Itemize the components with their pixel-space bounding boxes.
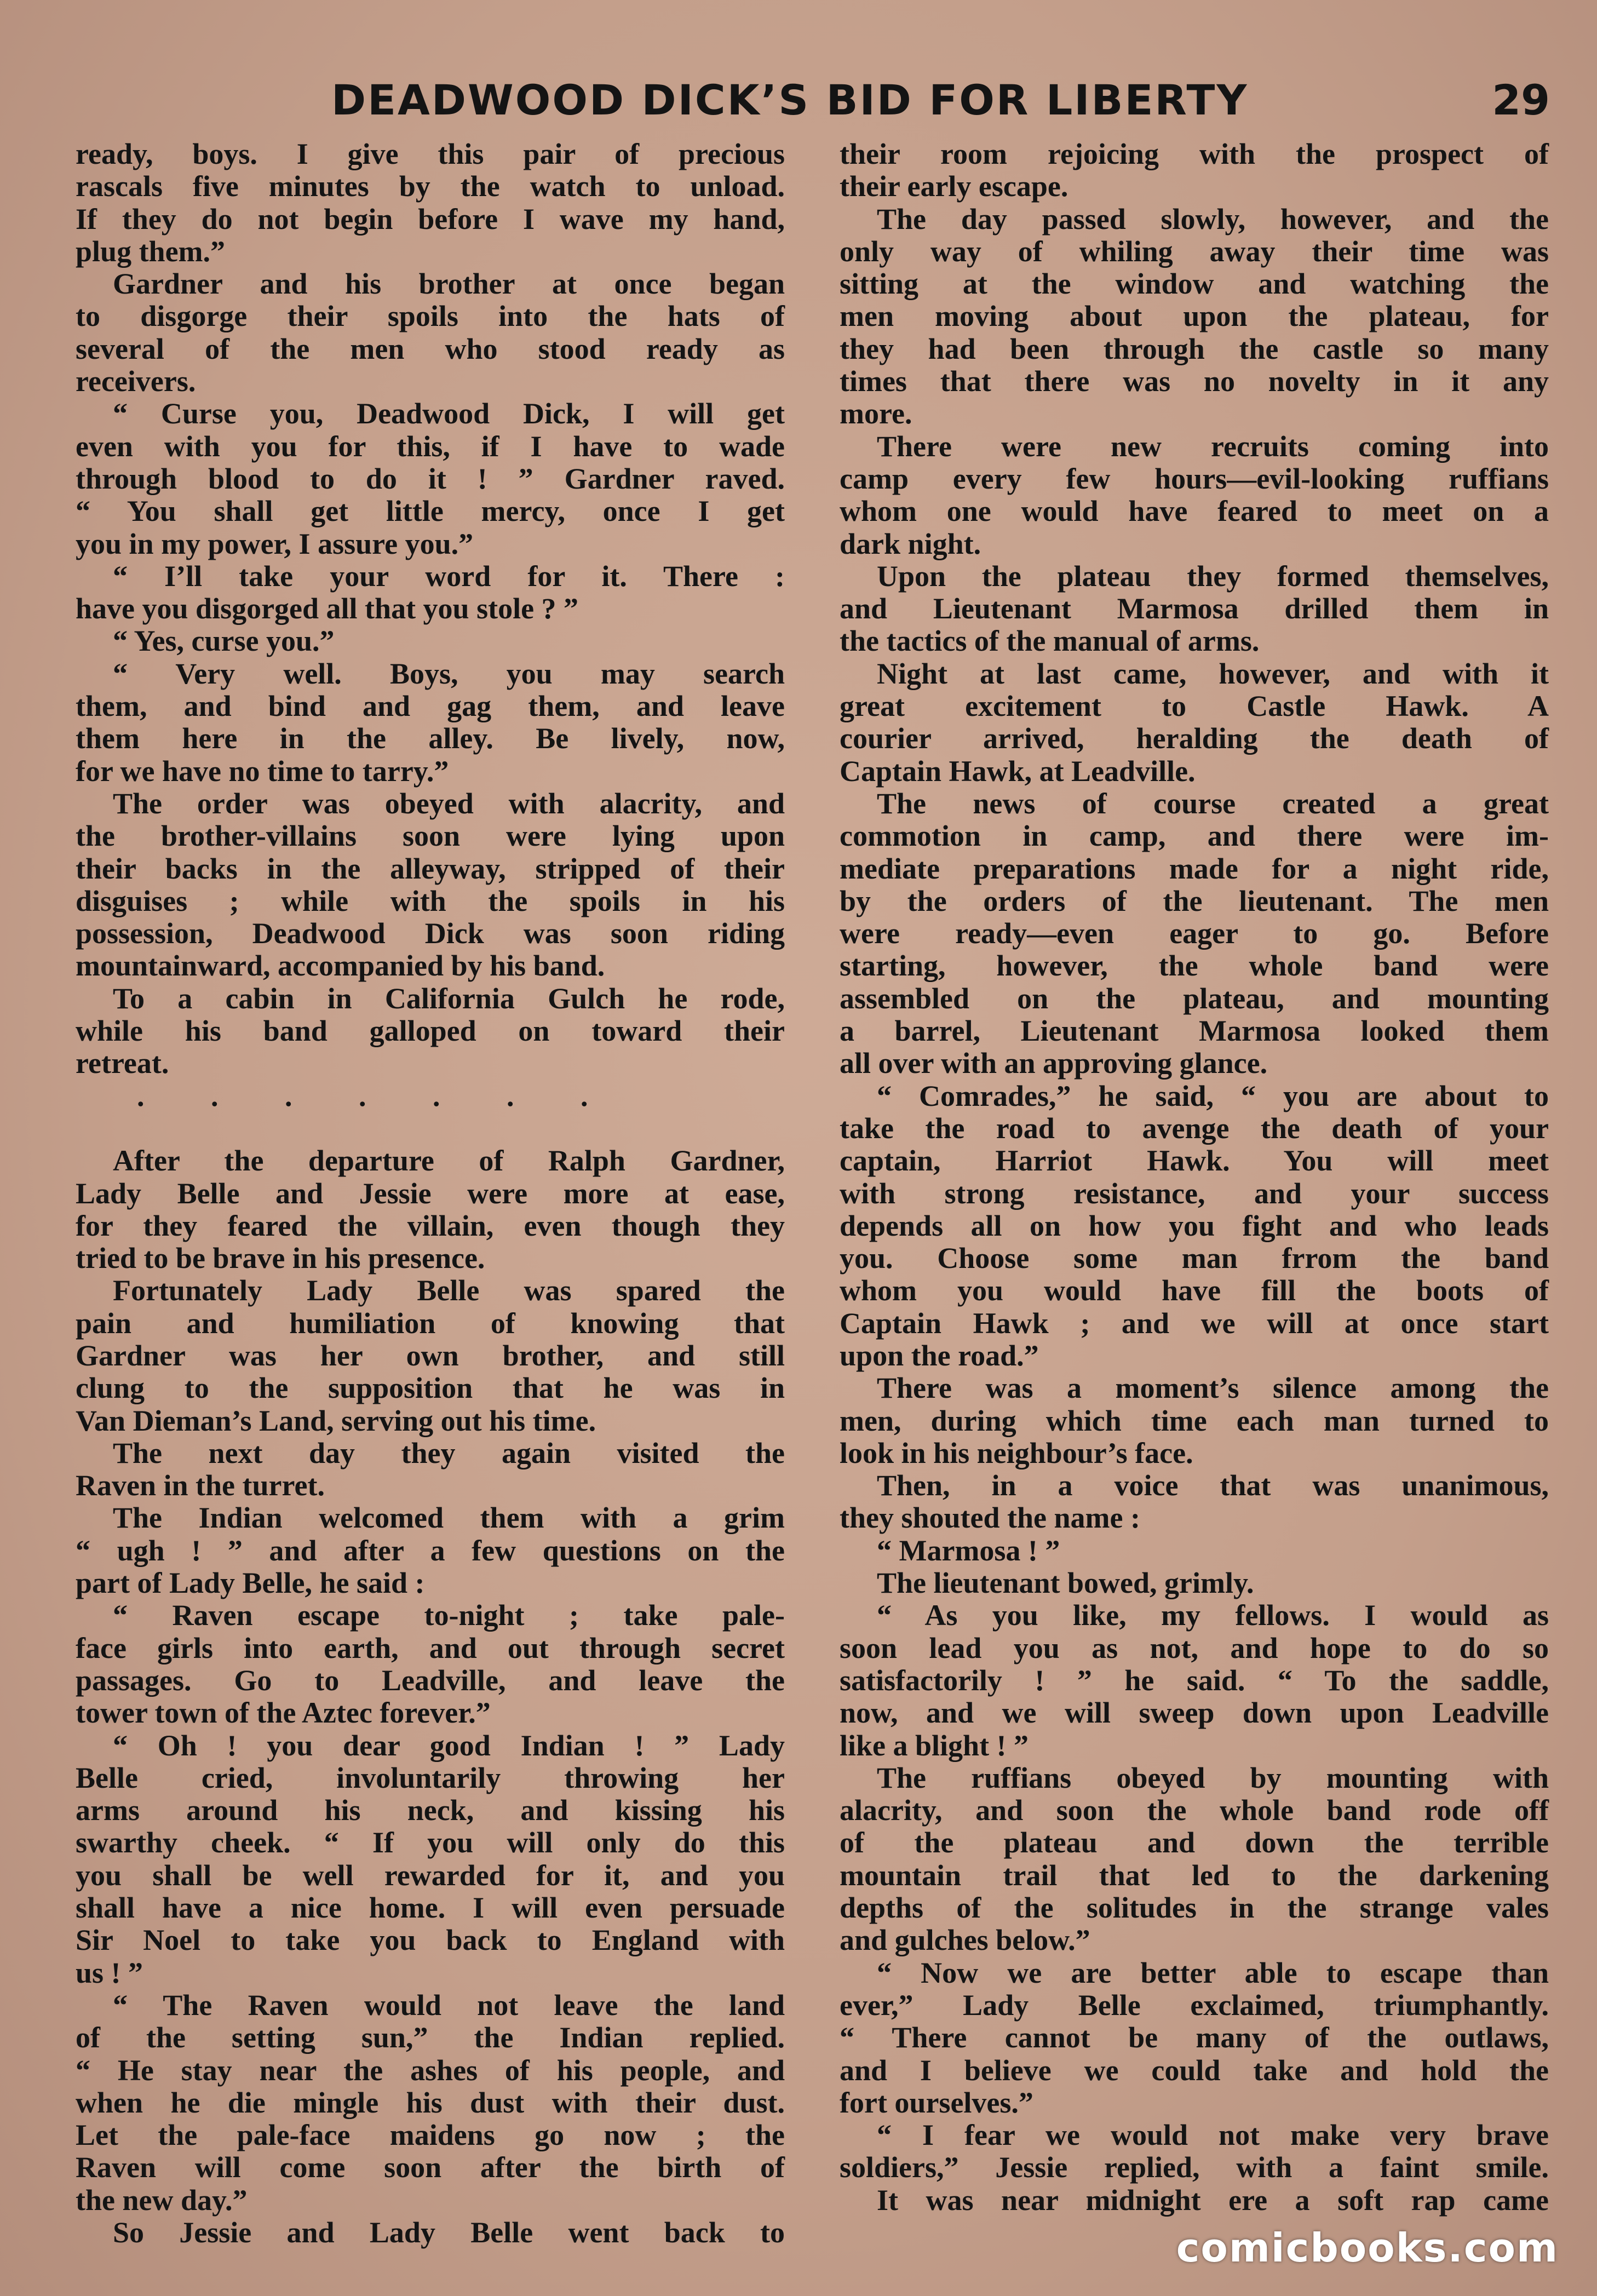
text-line: like a blight ! ” bbox=[840, 1729, 1029, 1762]
text-line: take the road to avenge the death of your bbox=[840, 1111, 1549, 1145]
text-line: mountainward, accompanied by his band. bbox=[76, 949, 605, 983]
text-line: “ The Raven would not leave the land bbox=[113, 1988, 785, 2022]
text-line: captain, Harriot Hawk. You will meet bbox=[840, 1144, 1549, 1178]
text-line: The Indian welcomed them with a grim bbox=[113, 1501, 785, 1535]
text-line: alacrity, and soon the whole band rode off bbox=[840, 1794, 1549, 1827]
text-line: Gardner was her own brother, and still bbox=[76, 1339, 785, 1372]
text-line: The day passed slowly, however, and the bbox=[877, 202, 1549, 236]
text-line: mountain trail that led to the darkening bbox=[840, 1858, 1549, 1892]
text-line: the brother-villains soon were lying upon bbox=[76, 819, 785, 853]
text-line: to disgorge their spoils into the hats of bbox=[76, 300, 785, 333]
page-number: 29 bbox=[1492, 76, 1550, 124]
section-gap bbox=[76, 1112, 785, 1145]
left-column bbox=[76, 138, 785, 2249]
text-line: more. bbox=[840, 397, 912, 431]
text-line: The next day they again visited the bbox=[113, 1436, 785, 1470]
text-line: even with you for this, if I have to wade bbox=[76, 429, 785, 463]
text-line: “ Comrades,” he said, “ you are about to bbox=[877, 1079, 1549, 1112]
text-line: passages. Go to Leadville, and leave the bbox=[76, 1663, 785, 1697]
text-line: “ Very well. Boys, you may search bbox=[113, 657, 785, 690]
text-line: soldiers,” Jessie replied, with a faint smile. bbox=[840, 2151, 1549, 2184]
text-line: “ He stay near the ashes of his people, and bbox=[76, 2053, 785, 2087]
text-line: disguises ; while with the spoils in his bbox=[76, 884, 785, 917]
text-line: and gulches below.” bbox=[840, 1924, 1090, 1957]
text-line: retreat. bbox=[76, 1047, 169, 1080]
text-line: you in my power, I assure you.” bbox=[76, 527, 474, 560]
text-line: part of Lady Belle, he said : bbox=[76, 1566, 425, 1600]
text-line: tower town of the Aztec forever.” bbox=[76, 1696, 491, 1730]
text-line: by the orders of the lieutenant. The men bbox=[840, 884, 1549, 917]
site-watermark: comicbooks.com bbox=[1176, 2225, 1559, 2271]
text-line: you. Choose some man frrom the band bbox=[840, 1242, 1549, 1275]
text-line: whom you would have fill the boots of bbox=[840, 1274, 1549, 1307]
text-line: The ruffians obeyed by mounting with bbox=[877, 1761, 1549, 1794]
text-line: the tactics of the manual of arms. bbox=[840, 624, 1260, 658]
text-line: us ! ” bbox=[76, 1956, 143, 1989]
text-line: “ There cannot be many of the outlaws, bbox=[840, 2021, 1549, 2054]
text-line: swarthy cheek. “ If you will only do this bbox=[76, 1826, 785, 1859]
text-line: assembled on the plateau, and mounting bbox=[840, 981, 1549, 1015]
text-line: Lady Belle and Jessie were more at ease, bbox=[76, 1176, 785, 1210]
text-line: and I believe we could take and hold the bbox=[840, 2053, 1549, 2087]
text-line: The order was obeyed with alacrity, and bbox=[113, 787, 785, 820]
text-line: “ As you like, my fellows. I would as bbox=[877, 1599, 1549, 1632]
text-line: Captain Hawk ; and we will at once start bbox=[840, 1306, 1549, 1340]
text-line: sitting at the window and watching the bbox=[840, 267, 1549, 301]
text-line: “ Curse you, Deadwood Dick, I will get bbox=[113, 397, 785, 431]
text-line: through blood to do it ! ” Gardner raved. bbox=[76, 462, 785, 495]
text-line: their early escape. bbox=[840, 170, 1069, 203]
text-line: The lieutenant bowed, grimly. bbox=[877, 1566, 1254, 1600]
text-line: “ You shall get little mercy, once I get bbox=[76, 495, 785, 528]
text-line: commotion in camp, and there were im- bbox=[840, 819, 1549, 853]
text-line: Van Dieman’s Land, serving out his time. bbox=[76, 1404, 596, 1437]
running-title: DEADWOOD DICK’S BID FOR LIBERTY bbox=[331, 76, 1249, 124]
text-line: Belle cried, involuntarily throwing her bbox=[76, 1761, 785, 1794]
text-line: them, and bind and gag them, and leave bbox=[76, 690, 785, 723]
text-line: clung to the supposition that he was in bbox=[76, 1371, 785, 1405]
text-line: upon the road.” bbox=[840, 1339, 1039, 1372]
text-line: of the setting sun,” the Indian replied. bbox=[76, 2021, 785, 2054]
text-line: The news of course created a great bbox=[877, 787, 1549, 820]
text-line: for we have no time to tarry.” bbox=[76, 754, 449, 788]
text-line: only way of whiling away their time was bbox=[840, 234, 1549, 268]
text-line: depends all on how you fight and who leads bbox=[840, 1209, 1549, 1242]
text-line: a barrel, Lieutenant Marmosa looked them bbox=[840, 1014, 1549, 1048]
text-line: tried to be brave in his presence. bbox=[76, 1242, 485, 1275]
text-line: plug them.” bbox=[76, 234, 226, 268]
text-line: After the departure of Ralph Gardner, bbox=[113, 1144, 785, 1178]
section-break-dots: . . . . . . . bbox=[137, 1079, 588, 1112]
text-line: pain and humiliation of knowing that bbox=[76, 1306, 785, 1340]
text-line: There were new recruits coming into bbox=[877, 429, 1549, 463]
text-line: all over with an approving glance. bbox=[840, 1047, 1268, 1080]
text-line: satisfactorily ! ” he said. “ To the saddle, bbox=[840, 1663, 1549, 1697]
text-line: the new day.” bbox=[76, 2183, 248, 2217]
text-line: times that there was no novelty in it any bbox=[840, 365, 1549, 398]
text-line: depths of the solitudes in the strange vales bbox=[840, 1891, 1549, 1925]
text-line: great excitement to Castle Hawk. A bbox=[840, 690, 1549, 723]
text-line: So Jessie and Lady Belle went back to bbox=[113, 2216, 785, 2249]
text-line: for they feared the villain, even though they bbox=[76, 1209, 785, 1242]
text-line: look in his neighbour’s face. bbox=[840, 1436, 1193, 1470]
text-line: If they do not begin before I wave my hand, bbox=[76, 202, 785, 236]
text-line: “ Now we are better able to escape than bbox=[877, 1956, 1549, 1989]
text-line: arms around his neck, and kissing his bbox=[76, 1794, 785, 1827]
text-line: starting, however, the whole band were bbox=[840, 949, 1549, 983]
text-line: “ I’ll take your word for it. There : bbox=[113, 559, 785, 593]
text-line: Let the pale-face maidens go now ; the bbox=[76, 2119, 785, 2152]
text-line: shall have a nice home. I will even persuade bbox=[76, 1891, 785, 1925]
text-line: they shouted the name : bbox=[840, 1501, 1140, 1535]
text-line: Captain Hawk, at Leadville. bbox=[840, 754, 1196, 788]
text-line: their room rejoicing with the prospect of bbox=[840, 137, 1549, 170]
text-line: you shall be well rewarded for it, and you bbox=[76, 1858, 785, 1892]
text-line: were ready—even eager to go. Before bbox=[840, 917, 1549, 950]
text-line: they had been through the castle so many bbox=[840, 332, 1549, 365]
text-line: mediate preparations made for a night ride, bbox=[840, 852, 1549, 885]
text-line: “ Yes, curse you.” bbox=[113, 624, 335, 658]
text-line: ready, boys. I give this pair of precious bbox=[76, 137, 785, 170]
text-line: ever,” Lady Belle exclaimed, triumphantly. bbox=[840, 1988, 1549, 2022]
text-line: “ I fear we would not make very brave bbox=[877, 2119, 1549, 2152]
text-line: their backs in the alleyway, stripped of their bbox=[76, 852, 785, 885]
text-line: Then, in a voice that was unanimous, bbox=[877, 1469, 1549, 1502]
text-line: There was a moment’s silence among the bbox=[877, 1371, 1549, 1405]
text-line: fort ourselves.” bbox=[840, 2086, 1033, 2119]
text-line: with strong resistance, and your success bbox=[840, 1176, 1549, 1210]
text-line: “ Oh ! you dear good Indian ! ” Lady bbox=[113, 1729, 785, 1762]
text-line: and Lieutenant Marmosa drilled them in bbox=[840, 592, 1549, 625]
text-line: men moving about upon the plateau, for bbox=[840, 300, 1549, 333]
text-line: Fortunately Lady Belle was spared the bbox=[113, 1274, 785, 1307]
text-line: rascals five minutes by the watch to unload. bbox=[76, 170, 785, 203]
text-line: when he die mingle his dust with their dust. bbox=[76, 2086, 785, 2119]
text-line: whom one would have feared to meet on a bbox=[840, 495, 1549, 528]
text-line: camp every few hours—evil-looking ruffians bbox=[840, 462, 1549, 495]
text-line: have you disgorged all that you stole ? ” bbox=[76, 592, 579, 625]
text-line: soon lead you as not, and hope to do so bbox=[840, 1631, 1549, 1664]
text-line: “ Raven escape to-night ; take pale- bbox=[113, 1599, 785, 1632]
text-line: It was near midnight ere a soft rap came bbox=[877, 2183, 1549, 2217]
right-column bbox=[840, 138, 1549, 2217]
text-line: “ ugh ! ” and after a few questions on the bbox=[76, 1534, 785, 1567]
text-line: men, during which time each man turned to bbox=[840, 1404, 1549, 1437]
text-line: Sir Noel to take you back to England with bbox=[76, 1924, 785, 1957]
text-line: now, and we will sweep down upon Leadville bbox=[840, 1696, 1549, 1730]
text-line: them here in the alley. Be lively, now, bbox=[76, 722, 785, 755]
text-line: face girls into earth, and out through secret bbox=[76, 1631, 785, 1664]
text-line: Gardner and his brother at once began bbox=[113, 267, 785, 301]
text-line: while his band galloped on toward their bbox=[76, 1014, 785, 1048]
text-line: Raven in the turret. bbox=[76, 1469, 325, 1502]
text-line: of the plateau and down the terrible bbox=[840, 1826, 1549, 1859]
text-line: possession, Deadwood Dick was soon riding bbox=[76, 917, 785, 950]
text-line: To a cabin in California Gulch he rode, bbox=[113, 981, 785, 1015]
text-line: Raven will come soon after the birth of bbox=[76, 2151, 785, 2184]
text-line: courier arrived, heralding the death of bbox=[840, 722, 1549, 755]
text-line: several of the men who stood ready as bbox=[76, 332, 785, 365]
page-header bbox=[77, 76, 1550, 136]
text-line: “ Marmosa ! ” bbox=[877, 1534, 1060, 1567]
text-line: dark night. bbox=[840, 527, 981, 560]
text-line: Upon the plateau they formed themselves, bbox=[877, 559, 1549, 593]
text-line: receivers. bbox=[76, 365, 196, 398]
text-line: Night at last came, however, and with it bbox=[877, 657, 1549, 690]
